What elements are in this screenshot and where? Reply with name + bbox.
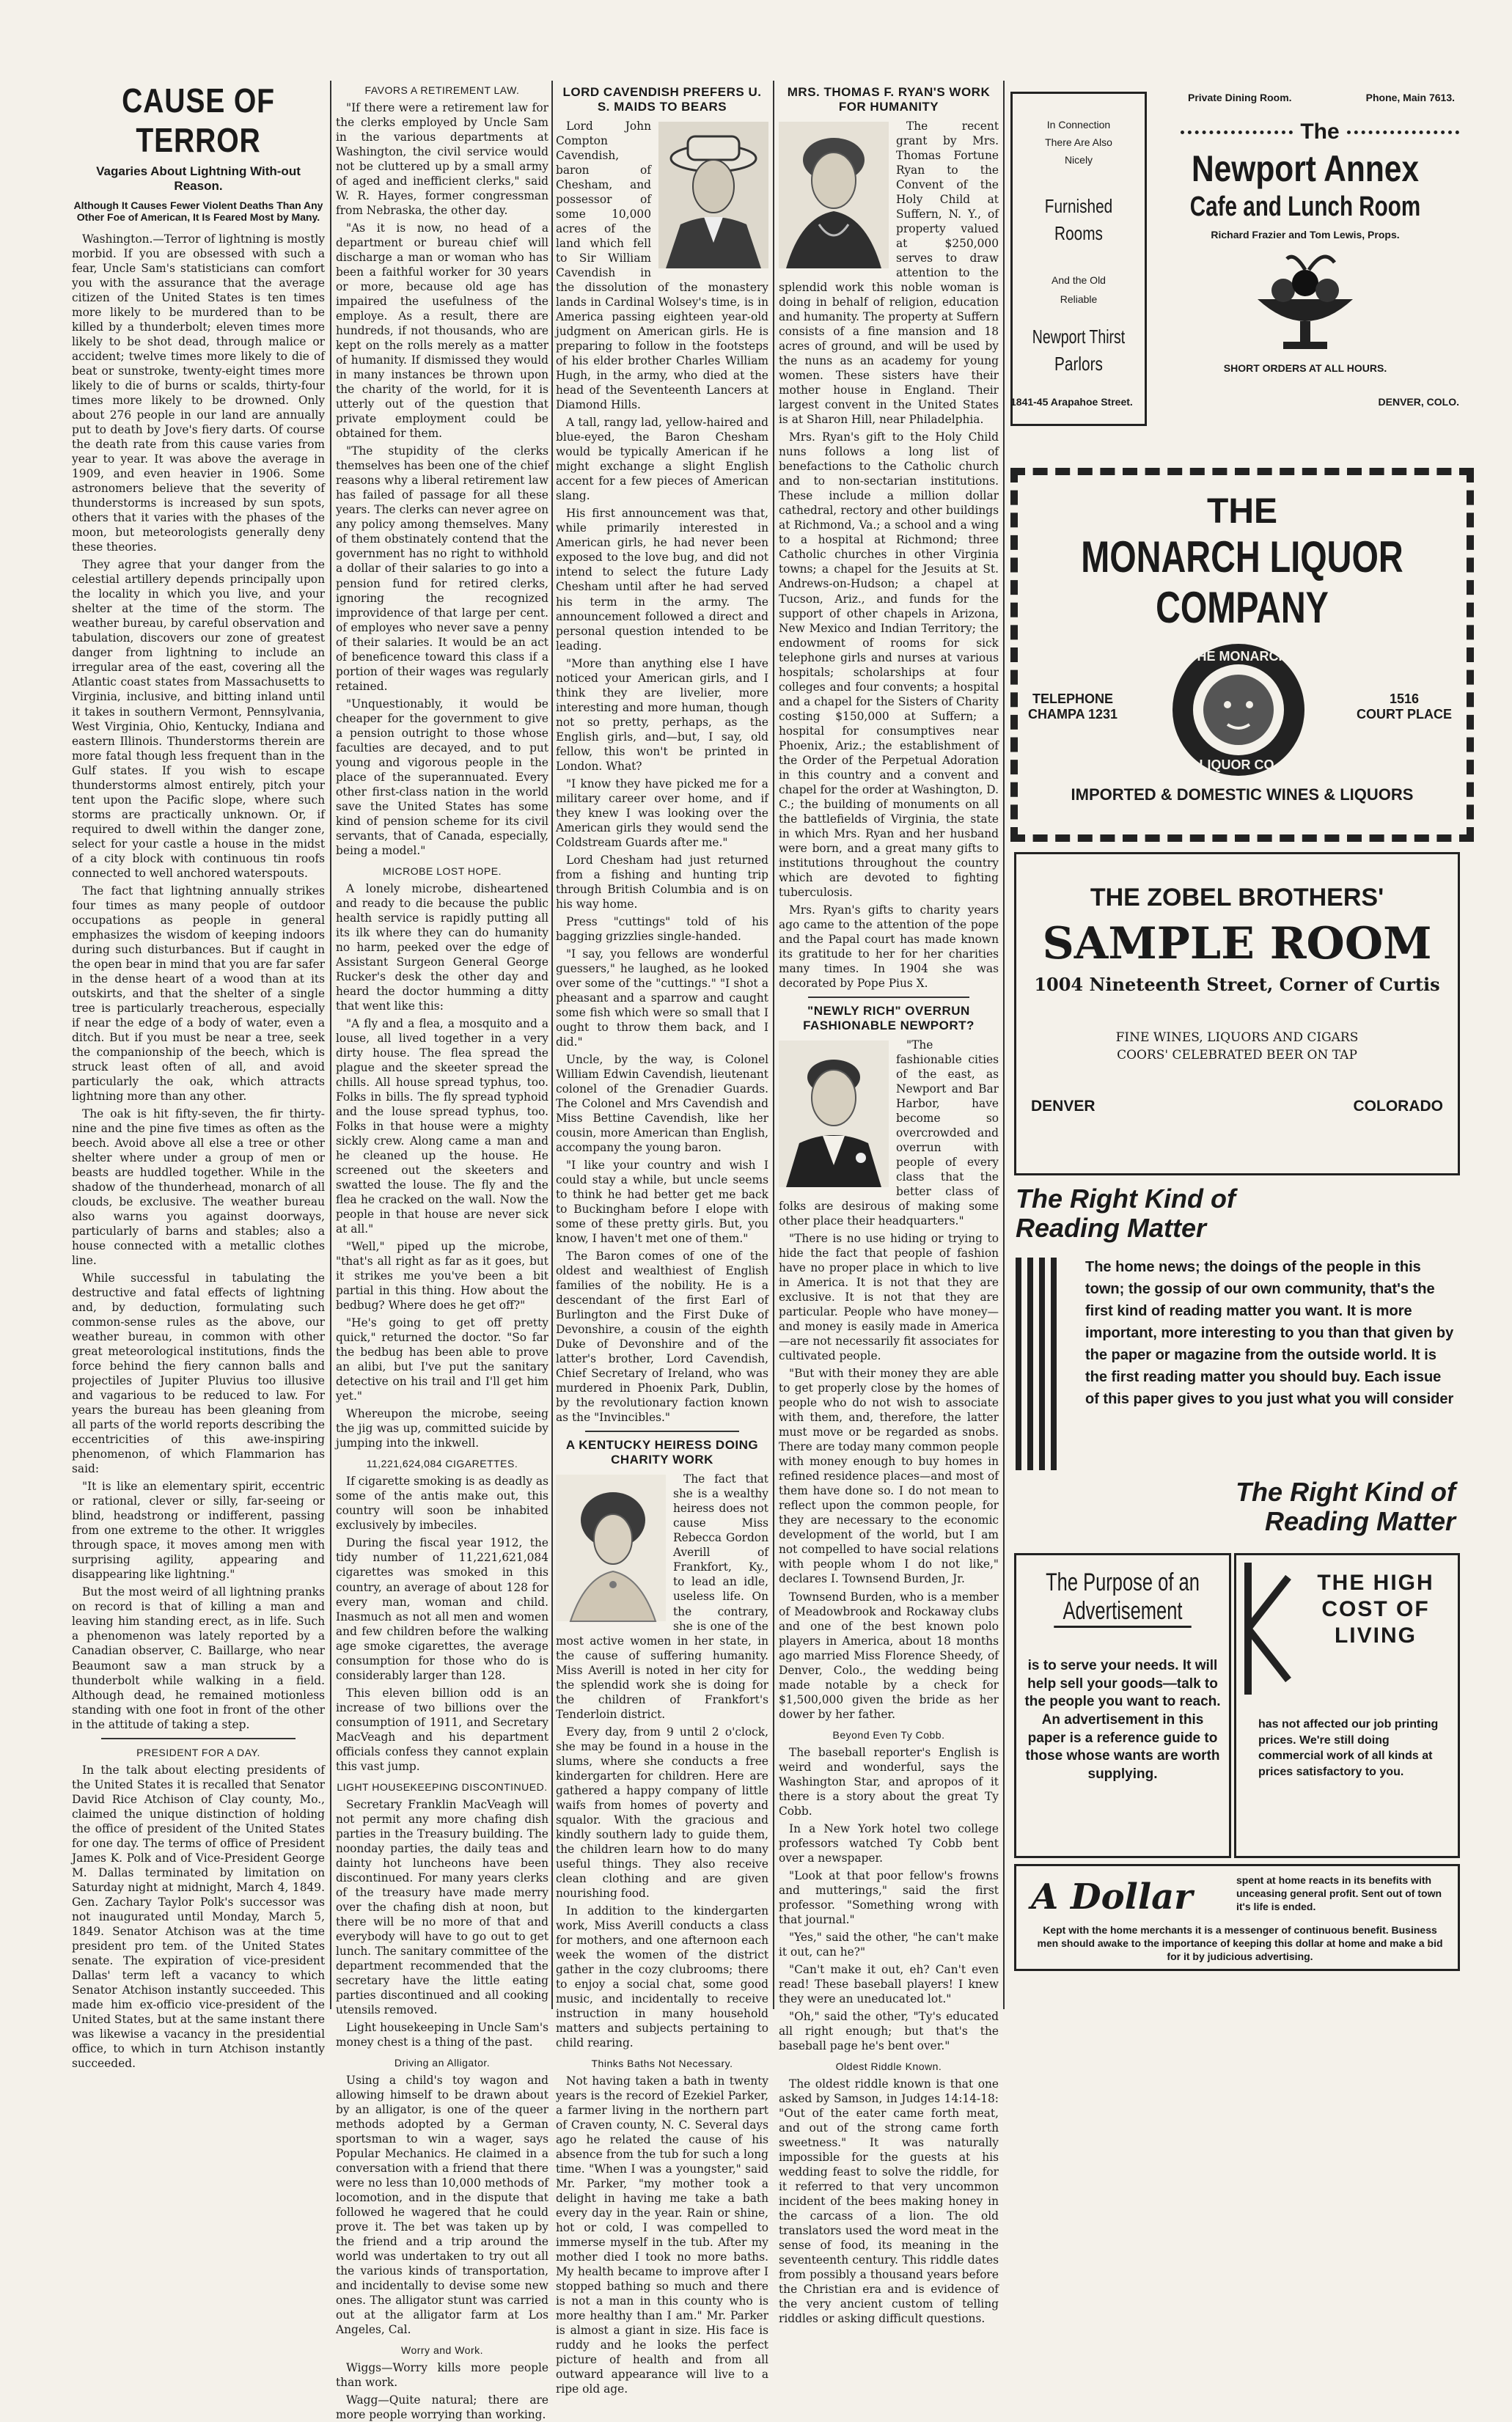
headline-ty-cobb: Beyond Even Ty Cobb. [832,1728,945,1741]
article-paragraph: If cigarette smoking is as deadly as some of the antis make out, this country will soon be inhabited exclusively by imbeciles. [336,1475,548,1533]
article-paragraph: His first announcement was that, while primarily interested in American girls, he had never been exposed to the love bug, and did not intend to select the future Lady Chesham until after he had served his term in the army. The announcement followed a direct and personal question intended to be leading. [556,507,768,653]
article-paragraph: Mrs. Ryan's gifts to charity years ago came to the attention of the pope and the Papal court has made known its gratitude to her for her charities many times. In 1904 she was decorated by Pope Pius X. [779,903,999,990]
divider [585,1431,739,1432]
ad-high-cost-of-living [1234,1553,1460,1858]
ad-text: 1004 Nineteenth Street, Corner of Curtis [1034,974,1440,995]
article-paragraph: Townsend Burden, who is a member of Meadowbrook and Rockaway clubs and one of the best known polo players in America, about 18 months ago married Miss Florence Sheedy, of Denver, Colo., the wedding being made notable by a check for $1,500,000 given the bride as her dower by her father. [779,1590,999,1721]
ad-text: Kept with the home merchants it is a messenger of continuous benefit. Business men should awake to the importance of keeping this dollar at home and make a bid for it by judicious advertising. [1037,1924,1443,1963]
ad-text: CHAMPA 1231 [1027,707,1118,722]
article-paragraph: The baseball reporter's English is weird and wonderful, says the Washington Star, and apropos of it there is a story about the great Ty Cobb. [779,1745,999,1818]
article-paragraph: "If there were a retirement law for the clerks employed by Uncle Sam in the various departments at Washington, the civil service would not be cluttered up by a small army of aged and inefficient clerks," said W. R. Hayes, former congressman from Nebraska, the other day. [336,101,548,218]
ad-text: In Connection [1046,119,1111,131]
article-paragraph: Press "cuttings" told of his bagging grizzlies single-handed. [556,914,768,943]
divider [101,1738,296,1739]
seal-text: THE MONARCH [1189,649,1288,664]
ad-text: IMPORTED & DOMESTIC WINES & LIQUORS [1071,785,1414,804]
article-paragraph: Every day, from 9 until 2 o'clock, she may be found in a house in the slums, where she conducts a free kindergarten for children. Here are gathered a happy company of little waifs from homes of poverty and squalor. With the gracious and kindly southern lady to guide them, the children learn how to do many useful things. They also receive clean clothing and are given nourishing food. [556,1725,768,1900]
ad-text: And the Old [1052,274,1106,286]
article-paragraph: "Yes," said the other, "he can't make it out, can he?" [779,1930,999,1959]
article-paragraph: "The fashionable cities of the east, as Newport and Bar Harbor, have become so overcrowded and overrun with people of every class that the better class of folks are desirous of making some other place their headquarters." [779,1038,999,1228]
headline-kentucky-heiress: A KENTUCKY HEIRESS DOING CHARITY WORK [565,1438,759,1467]
ad-title: A Dollar [1031,1876,1193,1918]
deck: Vagaries About Lightning With-out Reason. [96,164,301,193]
article-paragraph: "Oh," said the other, "Ty's educated all right enough; but that's the baseball page he's bent over." [779,2009,999,2052]
article-paragraph: The recent grant by Mrs. Thomas Fortune Ryan to the Convent of the Holy Child at Suffern, N. Y., of property valued at $250,000 serves to draw attention to the splendid work this noble woman is doing in behalf of religion, education and humanity. The property at Suffern consists of a fine mansion and 18 acres of ground, and will be used by the nuns as an academy for young women. These sisters have their mother house in England. Their largest convent in the United States is at Sharon Hill, near Philadelphia. [779,120,999,427]
ad-text: SHORT ORDERS AT ALL HOURS. [1223,362,1387,374]
article-paragraph: Secretary Franklin MacVeagh will not permit any more chafing dish parties in the Treasury building. The noonday parties, the daily teas and dainty hot luncheons have been discontinued. For many years clerks of the treasury have made merry over the chafing dish at noon, but there will be no more of that and everybody will have to go out to get lunch. The sanitary committee of the department recommended that the secretary have the little eating parties discontinued and all cooking utensils removed. [336,1797,548,2017]
column-rule [551,81,553,2009]
ad-title: The Right Kind of Reading Matter [1016,1184,1236,1243]
headline-oldest-riddle: Oldest Riddle Known. [835,2060,942,2072]
article-paragraph: Lord John Compton Cavendish, baron of Chesham, and possessor of some 10,000 acres of the land which fell to Sir William Cavendish in the dissolution of the monastery lands in Cardinal Wolsey's time, is in America passing eighteen year-old judgment on American girls. He is preparing to follow in the footsteps of his elder brother Charles William Hugh, in the army, who died at the head of the Seventeenth Lancers at Diamond Hills. [556,120,768,412]
ad-text: FINE WINES, LIQUORS AND CIGARS [1115,1030,1359,1045]
article-paragraph: In addition to the kindergarten work, Miss Averill conducts a class for mothers, and one afternoon each week the women of the district gather in the cozy clubrooms; there to enjoy a social chat, some good music, and incidentally to receive instruction in many household matters and subjects pertaining to child rearing. [556,1904,768,2049]
article-paragraph: The fact that lightning annually strikes four times as many people of outdoor occupations as people in general emphasizes the wisdom of keeping indoors during such disturbances. But if caught in the open bear in mind that you are far safer in the dense heart of a wood than at its outskirts, and that the shelter of a single tree is particularly treacherous, especially if near the edge of a body of water, even a ditch. But if you must be near a tree, seek the companionship of the beech, which is struck least often of all, and avoid particularly the oak, which attracts lightning more than any other. [72,884,325,1103]
headline-worry: Worry and Work. [400,2344,483,2357]
article-paragraph: "The stupidity of the clerks themselves has been one of the chief reasons why a liberal retirement law has failed of passage for all these years. The clerks can never agree on any policy among themselves. Many of them obstinately contend that the government has no right to withhold a dollar of their salaries to go into a pension fund for retired clerks, ignoring the recognized improvidence of that large per cent. of employes who never save a penny of their salaries. It would be an act of beneficence toward this class if a portion of their wages was regularly retained. [336,444,548,693]
ad-text: DENVER [1031,1098,1096,1115]
ad-text: Rooms [1054,222,1103,244]
ad-text: 1516 [1389,691,1420,706]
ad-purpose-advertisement [1014,1553,1231,1858]
article-paragraph: "Unquestionably, it would be cheaper for the government to give a pension outright to those whose faculties are decayed, and to put young and vigorous people in the place of the superannuated. Every other first-class nation in the world save the United States has some kind of pension scheme for its civil servants, that of Canada, especially, being a model." [336,697,548,857]
ad-text: has not affected our job printing prices. We're still doing commercial work of all kinds at prices satisfactory to you. [1258,1718,1439,1778]
article-paragraph: In the talk about electing presidents of the United States it is recalled that Senator David Rice Atchison of Clay county, Mo., claimed the unique distinction of holding the office of president of the United States for one day. The terms of office of President James K. Polk and of Vice-President George M. Dallas terminated by limitation on Saturday night at midnight, March 4, 1849. Gen. Zachary Taylor Polk's successor was not inaugurated until Monday, March 5, 1849. Senator Atchison was at the time president pro tem. of the United States senate. The expiration of vice-president Dallas' term left a vacancy to which Senator Atchison instantly succeeded. This made him ex-officio vice-president of the United States, but at the same instant there was likewise a vacancy in the presidential office, to which in turn Atchison instantly succeeded. [72,1763,325,2070]
article-paragraph: But the most weird of all lightning pranks on record is that of killing a man and leaving him standing erect, as in life. Such a phenomenon was lately reported by a Canadian observer, C. Baillarge, who near Beaumont saw a man struck by a thunderbolt while walking in a field. Although dead, he remained motionless standing with one foot in front of the other in the attitude of taking a step. [72,1585,325,1731]
portrait-miss-averill-image [556,1475,666,1621]
article-paragraph: This eleven billion odd is an increase of two billions over the consumption of 1911, and Secretary MacVeagh and his department officials confess they cannot explain this vast jump. [336,1686,548,1773]
monarch-seal-icon [1169,640,1308,779]
decorative-bar [1027,1258,1033,1470]
ad-title: COMPANY [1156,583,1329,632]
article-paragraph: "There is no use hiding or trying to hide the fact that people of fashion have no proper place in which to live in America. It is not that they are exclusive. It is not that they are particular. People who have money—and money is easily made in America—are not necessarily fit associates for cultivated people. [779,1232,999,1363]
ad-title: THE [1207,492,1277,531]
article-paragraph: Uncle, by the way, is Colonel William Edwin Cavendish, lieutenant colonel of the Grenadier Guards. The Colonel and Mrs Cavendish and Miss Bettine Cavendish, like her cousin, more American than English, accompany the young baron. [556,1052,768,1155]
headline-newly-rich: "NEWLY RICH" OVERRUN FASHIONABLE NEWPORT? [803,1003,975,1032]
headline-mrs-ryan: MRS. THOMAS F. RYAN'S WORK FOR HUMANITY [787,85,991,114]
article-paragraph: A tall, rangy lad, yellow-haired and blue-eyed, the Baron Chesham would be typically American if he might exchange a slight English accent for a few pieces of American slang. [556,416,768,503]
column-4 [779,81,999,2326]
ad-text: spent at home reacts in its benefits with unceasing general profit. Sent out of town it's life is ended. [1236,1874,1442,1913]
headline-lord-cavendish: LORD CAVENDISH PREFERS U. S. MAIDS TO BEARS [562,85,762,114]
headline-microbe: MICROBE LOST HOPE. [383,865,502,877]
ad-text: Reliable [1060,293,1098,305]
ad-text: Furnished [1044,195,1113,217]
ad-text: Phone, Main 7613. [1365,92,1455,103]
portrait-townsend-burden-image [779,1041,889,1187]
bracket-arrow-icon [1241,1563,1292,1695]
article-paragraph: The oak is hit fifty-seven, the fir thirty-nine and the pine five times as often as the beech. Avoid above all else a tree or other shelter where under a group of men or beasts are huddled together. While in the shadow of the thunderhead, monarch of all clouds, be exclusive. The weather bureau also warns you against doorways, particularly of barns and stables; also a house connected with a metallic clothes line. [72,1107,325,1268]
ad-text: COLORADO [1353,1098,1443,1115]
ad-reading-matter [1016,1184,1456,1544]
ad-title: Newport Annex [1191,148,1420,189]
article-paragraph: While successful in tabulating the destructive and fatal effects of lightning and, by deduction, formulating such common-sense rules as the above, our weather bureau, in common with other great meteorological institutions, finds the force behind the fiery cannon balls and projectiles of Jupiter Pluvius too illusive and vagarious to be reduced to law. For years the bureau has been gleaning from all parts of the world reports describing the eccentricities of this awe-inspiring phenomenon, of which Flammarion has said: [72,1271,325,1476]
headline-cigarettes: 11,221,624,084 CIGARETTES. [366,1458,518,1470]
ad-title: COST OF [1321,1597,1430,1621]
article-paragraph: Washington.—Terror of lightning is mostly morbid. If you are obsessed with such a fear, Uncle Sam's statisticians can comfort you with the assurance that the average citizen of the United States is ten times more likely to be murdered than to be killed by a thunderbolt; eleven times more likely to be shot dead, through malice or accident; twelve times more likely to die of beat or sunstroke, twenty-eight times more likely to die of burns or scalds, thirty-four times more likely to be drowned. Only about 276 people in our land are annually put to death by Jove's fiery darts. Of course the death rate from this cause varies from year to year. It was above the average in 1909, and even heavier in 1906. Some astronomers believe that the severity of thunderstorms is increased by sun spots, others that it varies with the phases of the moon, but meteorologists generally deny these theories. [72,232,325,554]
column-3 [556,81,768,2396]
portrait-mrs-ryan-image [779,122,889,268]
article-paragraph: "But with their money they are able to get properly close by the homes of people who do not wish to associate with them, and, therefore, the latter must move or be regarded as snobs. There are today many common people with money enough to buy homes in refined residence places—and most of them have done so. I do not mean to reflect upon the common people, for they are necessary to the economic development of the world, but I am not compelled to have social relations with people whom I do not like," declares I. Townsend Burden, Jr. [779,1367,999,1586]
article-paragraph: "Well," piped up the microbe, "that's all right as far as it goes, but it strikes me you've been a bit partial in this thing. How about the bedbug? Where does he get off?" [336,1240,548,1313]
article-paragraph: Wagg—Quite natural; there are more people worrying than working. [336,2393,548,2422]
headline-baths: Thinks Baths Not Necessary. [591,2057,733,2069]
ad-title: The Purpose of an [1046,1568,1200,1596]
headline-light-housekeeping: LIGHT HOUSEKEEPING DISCONTINUED. [337,1780,548,1793]
article-paragraph: They agree that your danger from the celestial artillery depends principally upon the locality in which you live, and your shelter at the time of the storm. The weather bureau, by careful observation and tabulation, discovers our zone of greatest danger from lightning to include an irregular area of the east, covering all the Atlantic coast states from Massachusetts to Virginia, inclusive, and bitting inland until it takes in southern Vermont, Pennsylvania, West Virginia, Ohio, Kentucky, Indiana and eastern Illinois. Thunderstorms therein are more fatal though less frequent than in the Gulf states. If you wish to escape thunderstorms almost entirely, pitch your tent upon the Pacific slope, where such storms are practically unknown. Or, if required to dwell within the danger zone, select for your castle a house in the midst of a city block with continuous tin roofs connected to well anchored waterspouts. [72,558,325,880]
ad-newport-rooms [1010,92,1147,426]
article-paragraph: Lord Chesham had just returned from a fishing and hunting trip through British Columbia and is on his way home. [556,853,768,911]
decorative-bar [1039,1258,1045,1470]
headline-alligator: Driving an Alligator. [394,2056,491,2069]
seal-text: LIQUOR CO. [1199,757,1278,772]
article-paragraph: "Can't make it out, eh? Can't even read! These baseball players! I knew they were an uneducated lot." [779,1962,999,2006]
decorative-bar [1051,1258,1057,1470]
ad-text: Newport Thirst [1032,326,1126,348]
column-2 [336,84,548,2422]
article-paragraph: Whereupon the microbe, seeing the jig was up, committed suicide by jumping into the inkwell. [336,1407,548,1450]
ad-text: Parlors [1054,353,1103,375]
ad-text: DENVER, COLO. [1378,396,1459,408]
article-paragraph: In a New York hotel two college professors watched Ty Cobb bent over a newspaper. [779,1821,999,1865]
article-paragraph: "Look at that poor fellow's frowns and mutterings," said the first professor. "Something wrong with that journal." [779,1868,999,1926]
ad-text: Nicely [1064,154,1093,166]
article-paragraph: Using a child's toy wagon and allowing himself to be drawn about by an alligator, is one of the queer methods adopted by a German sportsman to win a wager, says Popular Mechanics. He claimed in a conversation with a friend that there were no less than 10,000 methods of locomotion, and in the dispute that followed he wagered that he could prove it. The bet was taken up by the friend and a trip around the world was undertaken to try out all the various kinds of transportation, and incidentally to devise some new ones. The alligator stunt was carried out at the alligator farm at Los Angeles, Cal. [336,2073,548,2337]
headline-retirement-law: FAVORS A RETIREMENT LAW. [364,84,520,96]
fruit-bowl-icon [1243,248,1368,358]
column-1 [72,81,325,2070]
ad-title: Cafe and Lunch Room [1189,191,1421,222]
ad-monarch-liquor [1010,468,1474,842]
article-paragraph: "I say, you fellows are wonderful guessers," he laughed, as he looked over some of the "cuttings." "I shot a pheasant and a sparrow and caught some fish which were so small that I ought to throw them back, and I did." [556,947,768,1049]
ad-text: There Are Also [1045,136,1112,148]
ad-text: Private Dining Room. [1188,92,1292,103]
ad-text: is to serve your needs. It will help sell your goods—talk to the people you want to reach. An advertisement in this paper is a reference guide to those whose wants are worth supplying. [1024,1658,1221,1783]
article-paragraph: A lonely microbe, disheartened and ready to die because the public health service is rapidly putting all its ilk where they can do humanity no harm, peeked over the edge of Assistant Surgeon General George Rucker's desk the other day and heard the doctor humming a ditty that went like this: [336,881,548,1013]
ad-text: TELEPHONE [1032,691,1113,706]
portrait-lord-cavendish-image [658,122,768,268]
article-paragraph: Not having taken a bath in twenty years is the record of Ezekiel Parker, a farmer living in the northern part of Craven county, N. C. Several days ago he related the cause of his absence from the tub for such a long time. "When I was a youngster," said Mr. Parker, "my mother took a delight in having me take a bath every day in the year. Rain or shine, hot or cold, I was compelled to immerse myself in the tub. After my mother died I took no more baths. My health became to improve after I stopped bathing so much and there is not a man in this county who is more healthy than I am." Mr. Parker is almost a giant in size. His face is ruddy and he looks the perfect picture of health and from all outward appearance will live to a ripe old age. [556,2074,768,2396]
ad-text: COORS' CELEBRATED BEER ON TAP [1117,1048,1357,1063]
subdeck: Although It Causes Fewer Violent Deaths Than Any Other Foe of American, It Is Feared Most by Many. [73,199,323,223]
ad-text: The home news; the doings of the people in this town; the gossip of our own community, that's the first kind of reading matter you want. It is more important, more interesting to you than that given by the paper or magazine from the outside world. It is the first reading matter you should buy. Each issue of this paper gives to you just what you will consider [1085,1259,1454,1407]
decorative-bar [1016,1258,1021,1470]
ad-title: THE HIGH [1317,1571,1434,1595]
ad-title: LIVING [1334,1623,1417,1648]
ad-text: COURT PLACE [1357,707,1452,722]
ad-title: The Right Kind of Reading Matter [1236,1477,1456,1536]
divider [808,997,969,998]
ad-title: Advertisement [1054,1597,1192,1628]
article-paragraph: "A fly and a flea, a mosquito and a louse, all lived together in a very dirty house. The flea spread the plague and the skeeter spread the chills. All house spread typhus, too. Folks in bills. The fly spread typhoid and the louse spread typhus, too. Folks in that house were a mighty sickly crew. Along came a man and he cleaned up the house. He screened out the skeeters and swatted the louse. The fly and the flea he cracked on the wall. Now the people in that house are never sick at all." [336,1016,548,1236]
article-paragraph: "I know they have picked me for a military career over home, and if they knew I was looking over the American girls they would send the Coldstream Guards after me." [556,777,768,849]
ad-a-dollar [1014,1864,1460,1971]
ad-text: 1841-45 Arapahoe Street. [1010,396,1133,408]
headline-cause-of-terror: CAUSE OF TERROR [122,81,275,159]
article-paragraph: "As it is now, no head of a department or bureau chief will discharge a man or woman who has been a faithful worker for 30 years or more, because old age has impaired the usefulness of the employe. As a result, there are hundreds, if not thousands, who are kept on the rolls merely as a matter of humanity. If dismissed they would in many instances be thrown upon the charity of the world, for it is utterly out of the question that private employment could be obtained for them. [336,221,548,441]
article-paragraph: "I like your country and wish I could stay a while, but uncle seems to think he had better get me back to Buckingham before I elope with some of these pretty girls. But, you know, I haven't met one of them." [556,1159,768,1246]
article-paragraph: "More than anything else I have noticed your American girls, and I think they are livelier, more interesting and more human, though not so pretty, perhaps, as the English girls, and—but, I say, old fellow, this won't be printed in London. What? [556,656,768,773]
article-paragraph: Wiggs—Worry kills more people than work. [336,2361,548,2390]
column-rule [1003,81,1005,2009]
column-rule [773,81,774,2009]
article-paragraph: The Baron comes of one of the oldest and wealthiest of English families of the nobility. He is a descendant of the first Earl of Burlington and the First Duke of Devonshire, a cousin of the eighth Duke of Devonshire and of the latter's brother, Lord Cavendish, Chief Secretary of Ireland, who was murdered in Phoenix Park, Dublin, by the revolutionary faction known as the "Invincibles." [556,1249,768,1425]
article-paragraph: The oldest riddle known is that one asked by Samson, in Judges 14:14-18: "Out of the eater came forth meat, and out of the strong came forth sweetness." It was naturally impossible for the guests at his wedding feast to solve the riddle, for it referred to that very uncommon incident of the bees making honey in the carcass of a lion. The old translators used the word meat in the sense of food, its meaning in the seventeenth century. This riddle dates from possibly a thousand years before the Christian era and is evidence of the very ancient custom of telling riddles or asking difficult questions. [779,2077,999,2326]
ad-zobel-brothers [1014,852,1460,1175]
article-paragraph: Light housekeeping in Uncle Sam's money chest is a thing of the past. [336,2020,548,2049]
article-paragraph: The fact that she is a wealthy heiress does not cause Miss Rebecca Gordon Averill of Frankfort, Ky., to lead an idle, useless life. On the contrary, she is one of the most active women in her state, in the cause of suffering humanity. Miss Averill is noted in her city for the splendid work she is doing for the children of Frankfort's Tenderloin district. [556,1472,768,1721]
ad-title: THE ZOBEL BROTHERS' [1090,884,1384,911]
ad-title: MONARCH LIQUOR [1081,532,1403,581]
article-paragraph: Mrs. Ryan's gift to the Holy Child nuns follows a long list of benefactions to the Catholic church and to non-sectarian institutions. These include a million dollar cathedral, rectory and other buildings at Richmond, Va.; a school and a wing to a hospital at Richmond; three Catholic churches in other Virginia towns; a chapel for the Jesuits at St. Andrews-on-Hudson; a chapel at Tucson, Ariz., and funds for the support of other chapels in Arizona, New Mexico and Indian Territory; the endowment of rooms for sick telephone girls and nurses at various hospitals; scholarships at four colleges and four convents; a hospital and a chapel for the Sisters of Charity costing $150,000 at Suffern; a hospital for consumptives near Phoenix, Ariz.; the establishment of the Order of the Perpetual Adoration in this country and a convent and chapel for the order at Washington, D. C.; the building of monuments on all the battlefields of Virginia, the state in which Mrs. Ryan and her husband were born, and a great many gifts to institutions throughout the country which are devoted to fighting tuberculosis. [779,430,999,899]
article-paragraph: "It is like an elementary spirit, eccentric or rational, clever or silly, far-seeing or blind, headstrong or indifferent, passing from one extreme to the other. It wriggles through space, it moves among men with surprising agility, appearing and disappearing like lightning." [72,1480,325,1582]
ad-title: SAMPLE ROOM [1042,918,1432,969]
column-rule [330,81,331,2009]
article-paragraph: "He's going to get off pretty quick," returned the doctor. "So far the bedbug has been able to prove an alibi, but I've put the sanitary detective on his trail and I'll get him yet." [336,1316,548,1403]
headline-president-for-a-day: PRESIDENT FOR A DAY. [136,1746,260,1758]
ad-text: The [1300,120,1340,144]
ad-text: Richard Frazier and Tom Lewis, Props. [1211,229,1400,241]
article-paragraph: During the fiscal year 1912, the tidy number of 11,221,621,084 cigarettes was smoked in this country, an average of about 128 for every man, woman and child. Inasmuch as not all men and women and few children before the walking age smoke cigarettes, the average consumption for those who do is considerably larger than 128. [336,1536,548,1682]
